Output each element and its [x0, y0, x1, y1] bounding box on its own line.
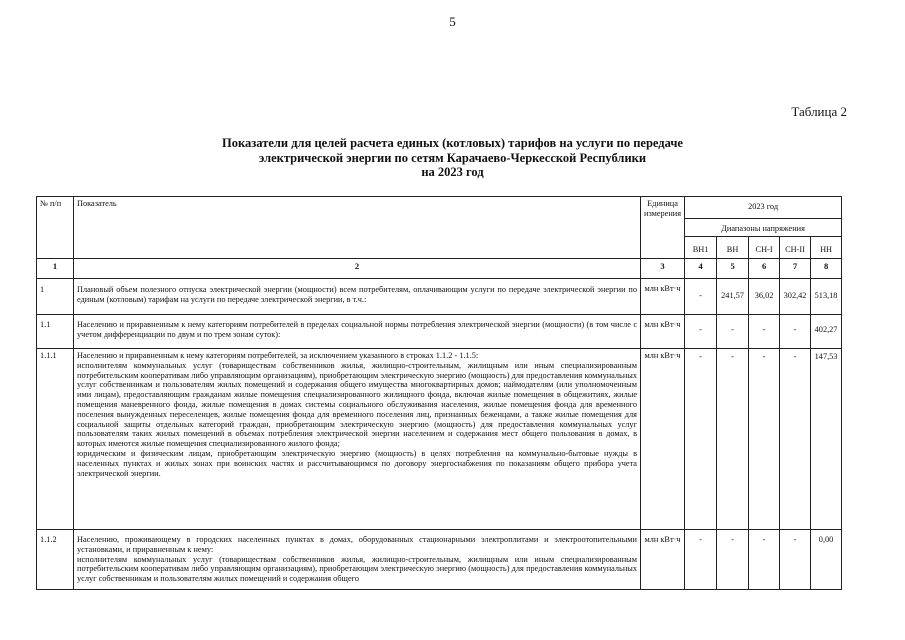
column-number: 1 — [37, 259, 74, 279]
header-unit: Единица измерения — [641, 197, 685, 259]
column-number: 6 — [749, 259, 780, 279]
indicator-paragraph: юридическим и физическим лицам, приобретающим электрическую энергию (мощность) в целях потребления на коммунально-бытовые нужды в населенных пунктах и жилых зонах при воинских частях и рассчитывающимся по договору энергоснабжения по показаниям общего прибора учета электрической энергии. — [77, 448, 637, 478]
header-row-1 — [37, 197, 842, 219]
value-vn: - — [717, 530, 749, 590]
row-number: 1.1.2 — [37, 530, 74, 590]
header-num: № п/п — [37, 197, 74, 259]
header-col-vn: ВН — [717, 237, 749, 259]
row-unit: млн кВт·ч — [641, 349, 685, 530]
value-sn1: - — [749, 530, 780, 590]
value-sn2: 302,42 — [780, 279, 811, 315]
header-ranges: Диапазоны напряжения — [685, 219, 842, 237]
row-number: 1.1 — [37, 315, 74, 349]
header-col-sn2: СН-II — [780, 237, 811, 259]
column-number: 7 — [780, 259, 811, 279]
indicator-paragraph: Населению и приравненным к нему категориям потребителей, за исключением указанного в строках 1.1.2 - 1.1.5: — [77, 351, 479, 360]
value-nn: 147,53 — [811, 349, 842, 530]
column-numbers-row — [37, 259, 842, 279]
indicators-table — [36, 196, 842, 590]
column-number: 5 — [717, 259, 749, 279]
row-indicator: Населению и приравненным к нему категориям потребителей в пределах социальной нормы потребления электрической энергии (мощности) (в том числе с учетом дифференциации по двум и по трем зонам суток): — [74, 315, 641, 349]
value-sn2: - — [780, 530, 811, 590]
row-indicator: Плановый объем полезного отпуска электрической энергии (мощности) всем потребителям, оплачивающим услуги по передаче электрической энергии по единым (котловым) тарифам на услуги по передаче электрической энергии, в т.ч.: — [74, 279, 641, 315]
value-sn1: 36,02 — [749, 279, 780, 315]
row-number: 1.1.1 — [37, 349, 74, 530]
row-indicator — [74, 349, 641, 530]
value-sn1: - — [749, 315, 780, 349]
row-unit: млн кВт·ч — [641, 530, 685, 590]
table-row — [37, 279, 842, 315]
indicator-paragraph: Населению, проживающему в городских населенных пунктах в домах, оборудованных стационарными электроплитами и электроотопительными установками, и приравненным к нему: — [77, 535, 637, 554]
table-row — [37, 530, 842, 590]
table-label: Таблица 2 — [791, 104, 847, 119]
table-row — [37, 315, 842, 349]
title-line-1: Показатели для целей расчета единых (котловых) тарифов на услуги по передаче — [222, 136, 683, 150]
row-unit: млн кВт·ч — [641, 279, 685, 315]
row-number: 1 — [37, 279, 74, 315]
header-indicator: Показатель — [74, 197, 641, 259]
value-vn1: - — [685, 530, 717, 590]
header-year: 2023 год — [685, 197, 842, 219]
indicator-paragraph: исполнителям коммунальных услуг (товариществам собственников жилья, жилищно-строительным, жилищным или иным специализированным потребительским кооперативам либо управляющим организациям), приобретающим электрическую энергию (мощность) для предоставления коммунальных услуг собственникам и пользователям жилых помещений и содержания общего имущества многоквартирных домов; наймодателям (или уполномоченным ими лицам), предоставляющим гражданам жилые помещения специализированного жилищного фонда, включая жилые помещения в общежитиях, жилые помещения маневренного фонда, жилые помещения в домах системы социального обслуживания населения, жилые помещения фонда для временного поселения вынужденных переселенцев, жилые помещения фонда для временного поселения лиц, признанных беженцами, а также жилые помещения для социальной защиты отдельных категорий граждан, приобретающим электрическую энергию (мощность) для предоставления коммунальных услуг пользователям таких жилых помещений в объемах потребления электрической энергии населением и содержания мест общего пользования в домах, в которых имеются жилые помещения специализированного жилого фонда; — [77, 360, 637, 449]
column-number: 2 — [74, 259, 641, 279]
title-line-2: электрической энергии по сетям Карачаево-Черкесской Республики — [258, 150, 647, 165]
value-vn1: - — [685, 315, 717, 349]
value-vn: - — [717, 349, 749, 530]
value-vn1: - — [685, 279, 717, 315]
value-nn: 0,00 — [811, 530, 842, 590]
value-vn: 241,57 — [717, 279, 749, 315]
value-sn2: - — [780, 349, 811, 530]
value-vn1: - — [685, 349, 717, 530]
value-vn: - — [717, 315, 749, 349]
header-col-vn1: ВН1 — [685, 237, 717, 259]
header-col-sn1: СН-I — [749, 237, 780, 259]
column-number: 8 — [811, 259, 842, 279]
page-number: 5 — [449, 14, 456, 29]
title-line-3: на 2023 год — [421, 165, 484, 179]
value-nn: 402,27 — [811, 315, 842, 349]
table-row — [37, 349, 842, 530]
column-number: 4 — [685, 259, 717, 279]
indicator-paragraph: исполнителям коммунальных услуг (товариществам собственников жилья, жилищно-строительным, жилищным или иным специализированным потребительским кооперативам либо управляющим организациям), приобретающим электрическую энергию (мощность) для предоставления коммунальных услуг собственникам и пользователям жилых помещений и содержания общего — [77, 554, 637, 584]
value-sn1: - — [749, 349, 780, 530]
row-indicator — [74, 530, 641, 590]
row-unit: млн кВт·ч — [641, 315, 685, 349]
document-title — [0, 136, 905, 180]
column-number: 3 — [641, 259, 685, 279]
value-sn2: - — [780, 315, 811, 349]
header-col-nn: НН — [811, 237, 842, 259]
value-nn: 513,18 — [811, 279, 842, 315]
